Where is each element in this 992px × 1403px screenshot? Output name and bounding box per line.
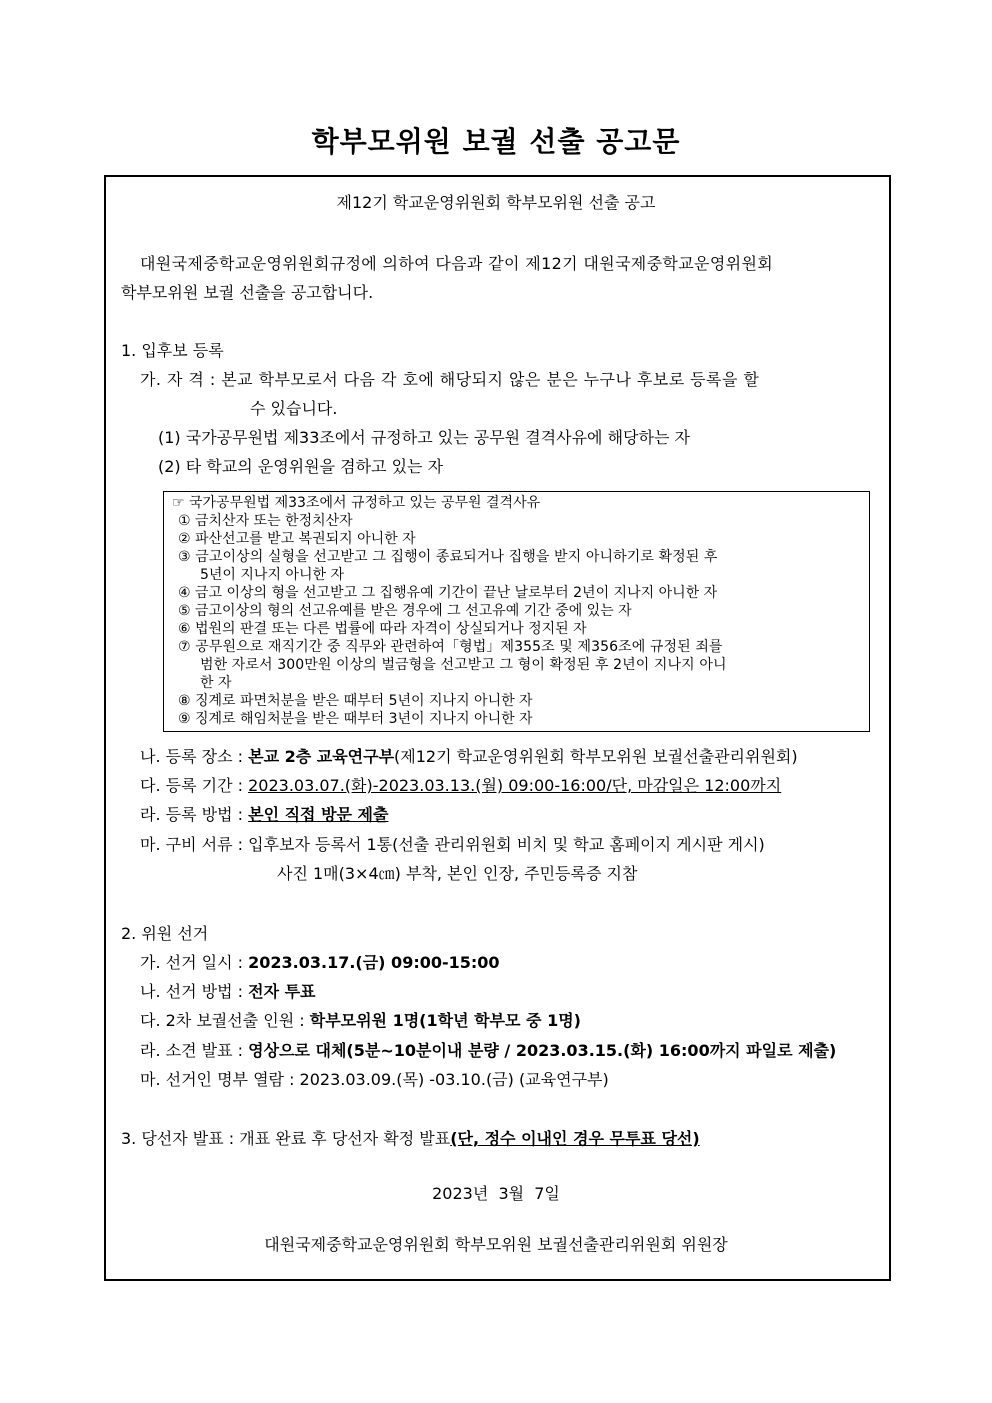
election-datetime — [140, 953, 500, 973]
box-item-cont: 5년이 지나지 아니한 자 — [200, 567, 344, 583]
registration-place-value: 본교 2층 교육연구부 — [248, 747, 395, 766]
winner-announcement-label: 3. 당선자 발표 : 개표 완료 후 당선자 확정 발표 — [121, 1129, 451, 1148]
disqualification-item-1: (1) 국가공무원법 제33조에서 규정하고 있는 공무원 결격사유에 해당하는 자 — [158, 428, 690, 447]
box-item: ③ 금고이상의 실형을 선고받고 그 집행이 종료되거나 집행을 받지 아니하기로 확정된 후 — [178, 549, 718, 565]
document-title: 학부모위원 보궐 선출 공고문 — [311, 125, 681, 158]
qualification-line-2: 수 있습니다. — [250, 399, 338, 418]
election-method-label: 나. 선거 방법 : — [140, 982, 249, 1001]
registration-place — [140, 747, 798, 767]
box-item: ① 금치산자 또는 한정치산자 — [178, 513, 353, 529]
election-method — [140, 982, 316, 1002]
registration-period-label: 다. 등록 기간 : — [140, 776, 249, 795]
box-item: ⑤ 금고이상의 형의 선고유예를 받은 경우에 그 선고유예 기간 중에 있는 자 — [178, 603, 632, 619]
required-documents-1: 마. 구비 서류 : 입후보자 등록서 1통(선출 관리위원회 비치 및 학교 홈페이지 게시판 게시) — [140, 835, 765, 854]
box-item-cont: 한 자 — [200, 675, 232, 691]
election-datetime-label: 가. 선거 일시 : — [140, 953, 249, 972]
registration-method — [140, 805, 388, 825]
registration-place-detail: (제12기 학교운영위원회 학부모위원 보궐선출관리위원회) — [394, 747, 798, 766]
election-seats — [140, 1011, 581, 1031]
election-datetime-value: 2023.03.17.(금) 09:00-15:00 — [248, 953, 500, 972]
box-item: ⑨ 징계로 해임처분을 받은 때부터 3년이 지나지 아니한 자 — [178, 711, 533, 727]
voter-list-inspection: 마. 선거인 명부 열람 : 2023.03.09.(목) -03.10.(금) (교육연구부) — [140, 1070, 609, 1089]
candidate-speech — [140, 1041, 836, 1061]
box-item: ⑥ 법원의 판결 또는 다른 법률에 따라 자격이 상실되거나 정지된 자 — [178, 621, 587, 637]
notice-subtitle: 제12기 학교운영위원회 학부모위원 선출 공고 — [336, 193, 656, 212]
registration-method-value: 본인 직접 방문 제출 — [248, 805, 389, 824]
intro-line-2: 학부모위원 보궐 선출을 공고합니다. — [121, 283, 374, 302]
box-item: ④ 금고 이상의 형을 선고받고 그 집행유예 기간이 끝난 날로부터 2년이 지나지 아니한 자 — [178, 585, 718, 601]
intro-line-1: 대원국제중학교운영위원회규정에 의하여 다음과 같이 제12기 대원국제중학교운영위원회 — [140, 254, 774, 273]
registration-place-label: 나. 등록 장소 : — [140, 747, 249, 766]
candidate-speech-label: 라. 소견 발표 : — [140, 1041, 249, 1060]
disqualification-item-2: (2) 타 학교의 운영위원을 겸하고 있는 자 — [158, 457, 444, 476]
required-documents-2: 사진 1매(3×4㎝) 부착, 본인 인장, 주민등록증 지참 — [277, 864, 638, 883]
registration-method-label: 라. 등록 방법 : — [140, 805, 249, 824]
box-heading: ☞ 국가공무원법 제33조에서 규정하고 있는 공무원 결격사유 — [172, 495, 541, 511]
election-seats-value: 학부모위원 1명(1학년 학부모 중 1명) — [309, 1011, 581, 1030]
registration-period-value: 2023.03.07.(화)-2023.03.13.(월) 09:00-16:00/단, 마감일은 12:00까지 — [248, 776, 782, 795]
qualification-line-1: 가. 자 격 : 본교 학부모로서 다음 각 호에 해당되지 않은 분은 누구나 후보로 등록을 할 — [140, 370, 760, 389]
winner-announcement — [121, 1129, 700, 1149]
box-item-cont: 범한 자로서 300만원 이상의 벌금형을 선고받고 그 형이 확정된 후 2년이 지나지 아니 — [200, 657, 727, 673]
box-item: ⑦ 공무원으로 재직기간 중 직무와 관련하여「형법」제355조 및 제356조에 규정된 죄를 — [178, 639, 723, 655]
candidate-speech-value: 영상으로 대체(5분~10분이내 분량 / 2023.03.15.(화) 16:00까지 파일로 제출) — [248, 1041, 837, 1060]
election-method-value: 전자 투표 — [248, 982, 316, 1001]
election-seats-label: 다. 2차 보궐선출 인원 : — [140, 1011, 310, 1030]
box-item: ② 파산선고를 받고 복권되지 아니한 자 — [178, 531, 416, 547]
registration-period — [140, 776, 781, 796]
section-1-heading: 1. 입후보 등록 — [121, 341, 224, 360]
section-2-heading: 2. 위원 선거 — [121, 924, 209, 943]
winner-announcement-note: (단, 정수 이내인 경우 무투표 당선) — [450, 1129, 700, 1148]
notice-date: 2023년 3월 7일 — [432, 1184, 560, 1203]
box-item: ⑧ 징계로 파면처분을 받은 때부터 5년이 지나지 아니한 자 — [178, 693, 533, 709]
notice-signer: 대원국제중학교운영위원회 학부모위원 보궐선출관리위원회 위원장 — [264, 1235, 728, 1254]
